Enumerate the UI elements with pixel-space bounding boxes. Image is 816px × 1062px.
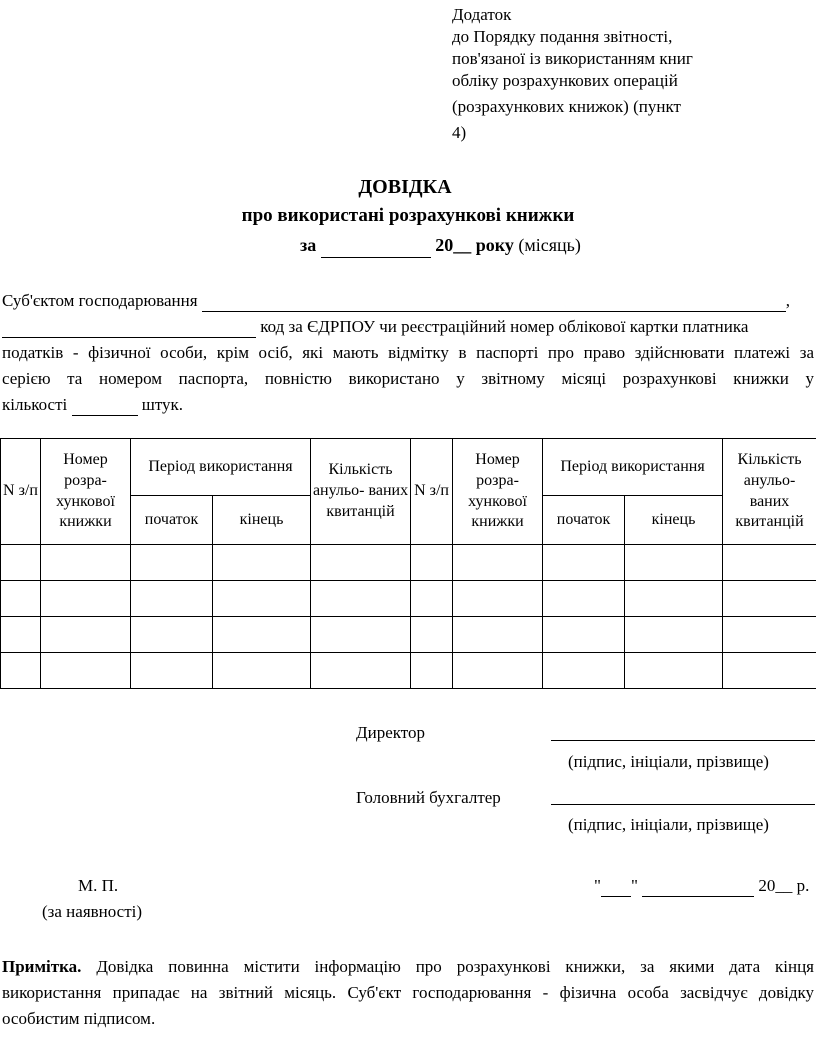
body-line: податків - фізичної особи, крім осіб, які мають відмітку в паспорті про право здійснювати платежі за xyxy=(2,343,814,362)
entity-line xyxy=(2,290,814,316)
header-cancelled: Кількість анульо- ваних квитанцій xyxy=(723,439,816,545)
accountant-caption: (підпис, ініціали, прізвище) xyxy=(568,815,769,834)
table-cell[interactable] xyxy=(41,545,131,581)
table-cell[interactable] xyxy=(411,653,453,689)
code-line xyxy=(2,316,814,342)
table-cell[interactable] xyxy=(213,653,311,689)
table-cell[interactable] xyxy=(453,617,543,653)
quantity-blank[interactable] xyxy=(72,394,138,416)
appendix-line: 4) xyxy=(452,123,467,142)
header-book-number: Номер розра- хункової книжки xyxy=(453,439,543,545)
document-subtitle: про використані розрахункові книжки xyxy=(241,205,575,226)
table-cell[interactable] xyxy=(625,545,723,581)
table-cell[interactable] xyxy=(625,581,723,617)
date-field xyxy=(594,875,809,897)
period-prefix: за xyxy=(300,235,317,255)
month-blank[interactable] xyxy=(321,234,431,258)
table-cell[interactable] xyxy=(41,617,131,653)
header-period: Період використання xyxy=(131,439,311,496)
table-cell[interactable] xyxy=(1,653,41,689)
appendix-line: обліку розрахункових операцій xyxy=(452,71,678,90)
table-cell[interactable] xyxy=(311,617,411,653)
note-text: Довідка повинна містити інформацію про розрахункові книжки, за якими дата кінця xyxy=(96,957,814,976)
header-start: початок xyxy=(131,496,213,545)
reporting-period xyxy=(300,234,600,258)
table-cell[interactable] xyxy=(723,581,816,617)
table-row xyxy=(1,581,816,617)
appendix-note xyxy=(452,4,742,144)
code-text: код за ЄДРПОУ чи реєстраційний номер облікової картки платника xyxy=(260,317,749,336)
table-cell[interactable] xyxy=(131,653,213,689)
table-cell[interactable] xyxy=(1,545,41,581)
books-table xyxy=(0,438,816,689)
stamp-label: М. П. xyxy=(78,876,119,895)
accountant-label: Головний бухгалтер xyxy=(356,788,501,807)
director-caption: (підпис, ініціали, прізвище) xyxy=(568,752,769,771)
table-cell[interactable] xyxy=(41,653,131,689)
quantity-label: кількості xyxy=(2,395,68,414)
table-row xyxy=(1,617,816,653)
body-line: серією та номером паспорта, повністю використано у звітному місяці розрахункові книжки у xyxy=(2,369,814,388)
director-signature-line[interactable] xyxy=(551,740,815,741)
header-period: Період використання xyxy=(543,439,723,496)
table-cell[interactable] xyxy=(723,545,816,581)
date-quote-close: " xyxy=(630,876,638,895)
table-cell[interactable] xyxy=(543,617,625,653)
header-cancelled: Кількість анульо- ваних квитанцій xyxy=(311,439,411,545)
director-label: Директор xyxy=(356,723,425,742)
table-cell[interactable] xyxy=(311,581,411,617)
entity-label: Суб'єктом господарювання xyxy=(2,291,198,310)
table-cell[interactable] xyxy=(453,545,543,581)
appendix-line: (розрахункових книжок) (пункт xyxy=(452,97,681,116)
stamp-note: (за наявності) xyxy=(42,902,143,921)
note-label: Примітка. xyxy=(2,957,82,976)
table-cell[interactable] xyxy=(213,617,311,653)
table-cell[interactable] xyxy=(131,617,213,653)
header-number: N з/п xyxy=(411,439,453,545)
appendix-line: Додаток xyxy=(452,5,512,24)
table-cell[interactable] xyxy=(1,617,41,653)
table-cell[interactable] xyxy=(625,617,723,653)
header-number: N з/п xyxy=(1,439,41,545)
date-year: 20__ р. xyxy=(758,876,810,895)
table-cell[interactable] xyxy=(213,581,311,617)
date-quote-open: " xyxy=(594,876,601,895)
table-cell[interactable] xyxy=(543,545,625,581)
quantity-line xyxy=(2,394,814,420)
entity-comma: , xyxy=(785,291,791,310)
table-cell[interactable] xyxy=(453,653,543,689)
table-cell[interactable] xyxy=(453,581,543,617)
header-end: кінець xyxy=(625,496,723,545)
table-cell[interactable] xyxy=(411,545,453,581)
table-cell[interactable] xyxy=(213,545,311,581)
table-row xyxy=(1,545,816,581)
period-year: 20__ xyxy=(435,235,472,255)
code-blank[interactable] xyxy=(2,316,256,338)
period-year-word: року xyxy=(475,235,514,255)
table-cell[interactable] xyxy=(723,617,816,653)
table-cell[interactable] xyxy=(625,653,723,689)
document-title: ДОВІДКА xyxy=(358,176,452,198)
table-cell[interactable] xyxy=(1,581,41,617)
table-cell[interactable] xyxy=(311,653,411,689)
accountant-signature-line[interactable] xyxy=(551,804,815,805)
footnote xyxy=(2,956,814,1034)
table-row xyxy=(1,653,816,689)
table-cell[interactable] xyxy=(131,545,213,581)
appendix-line: до Порядку подання звітності, xyxy=(452,27,673,46)
table-cell[interactable] xyxy=(41,581,131,617)
header-start: початок xyxy=(543,496,625,545)
note-line: використання припадає на звітний місяць. Суб'єкт господарювання - фізична особа засвідчує довідку xyxy=(2,983,814,1002)
table-cell[interactable] xyxy=(543,653,625,689)
body-paragraph xyxy=(2,290,814,420)
note-line xyxy=(2,956,814,982)
note-line: особистим підписом. xyxy=(2,1009,156,1028)
header-end: кінець xyxy=(213,496,311,545)
appendix-line: пов'язаної із використанням книг xyxy=(452,49,693,68)
table-cell[interactable] xyxy=(311,545,411,581)
period-suffix: (місяць) xyxy=(518,235,581,255)
table-cell[interactable] xyxy=(411,617,453,653)
day-blank[interactable] xyxy=(601,875,631,897)
month-blank[interactable] xyxy=(642,875,754,897)
table-cell[interactable] xyxy=(543,581,625,617)
entity-name-blank[interactable] xyxy=(202,290,786,312)
table-cell[interactable] xyxy=(411,581,453,617)
quantity-unit: штук. xyxy=(141,395,184,414)
header-book-number: Номер розра- хункової книжки xyxy=(41,439,131,545)
table-cell[interactable] xyxy=(131,581,213,617)
table-cell[interactable] xyxy=(723,653,816,689)
